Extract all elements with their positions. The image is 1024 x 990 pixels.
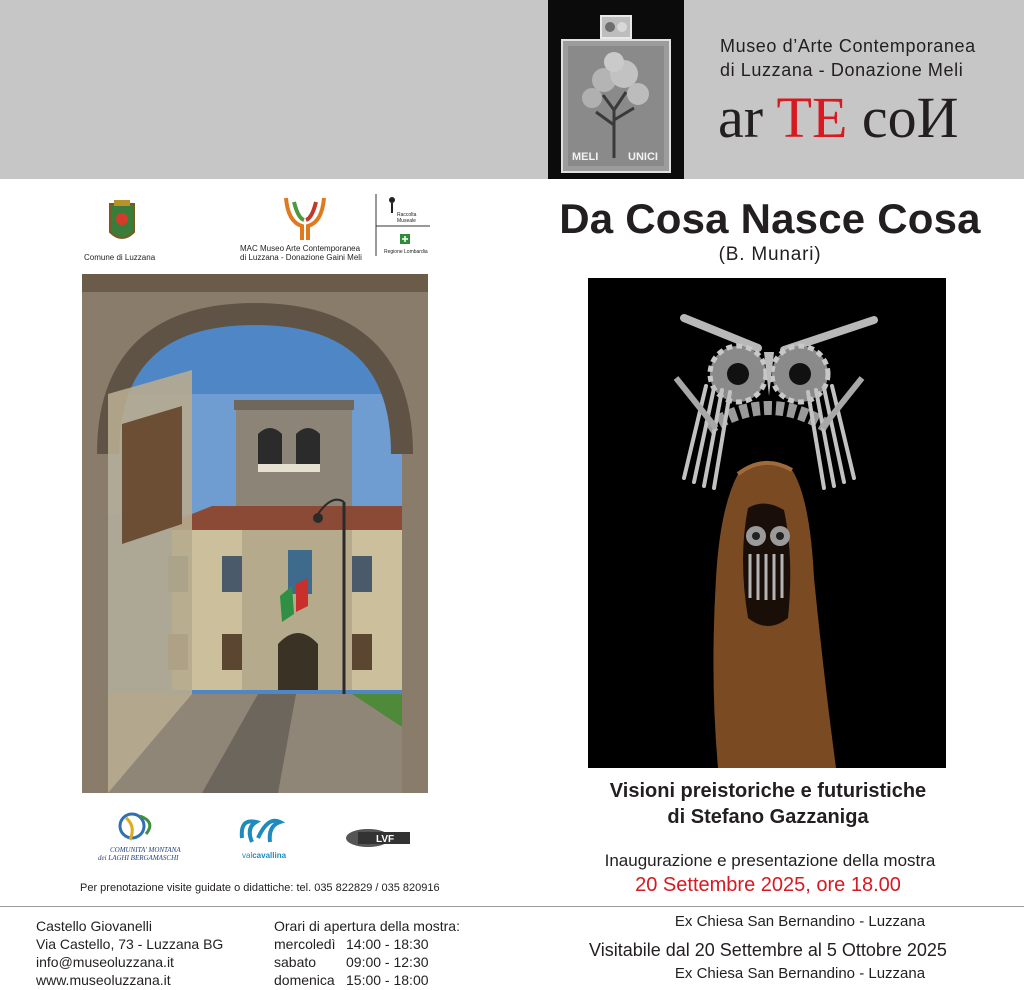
visioni-line2: di Stefano Gazzaniga — [667, 806, 869, 828]
hours-time: 14:00 - 18:30 — [346, 936, 429, 952]
plaque-text-left: MELI — [572, 151, 599, 163]
venue-top: Ex Chiesa San Bernandino - Luzzana — [674, 913, 926, 930]
hours-row — [274, 971, 429, 989]
hours-row — [274, 953, 429, 971]
plaque-text-right: UNICI — [628, 151, 658, 163]
hours-title: Orari di apertura della mostra: — [274, 918, 460, 934]
mac-label — [240, 244, 380, 262]
museum-name-line1: Museo d’Arte Contemporanea — [720, 36, 976, 56]
sponsor2-part1: val — [242, 851, 253, 860]
artecon-wordmark — [718, 86, 959, 150]
artecon-part1: ar — [718, 85, 777, 150]
exhibition-subtitle: (B. Munari) — [718, 244, 822, 265]
sponsor1-line2: dei LAGHI BERGAMASCHI — [98, 854, 179, 862]
regione-label: Regione Lombardia — [384, 249, 428, 255]
inauguration-text: Inaugurazione e presentazione della mostra — [604, 851, 936, 870]
artecon-part3: coИ — [847, 85, 959, 150]
meli-plaque-image — [548, 0, 684, 179]
museum-name — [720, 34, 1010, 82]
castello-giovanelli-photo — [82, 274, 428, 793]
hours-time: 09:00 - 12:30 — [346, 954, 429, 970]
comunita-montana-logo-icon — [120, 814, 150, 840]
artecon-part2: TE — [776, 85, 848, 150]
address-line-street: Via Castello, 73 - Luzzana BG — [36, 936, 224, 952]
regione-lombardia-icon — [400, 234, 410, 244]
visitable-dates: Visitabile dal 20 Settembre al 5 Ottobre 2025 — [589, 940, 947, 960]
sponsor2 — [242, 851, 287, 860]
exhibition-title: Da Cosa Nasce Cosa — [559, 195, 981, 242]
raccolta-label-1: Raccolta — [397, 212, 417, 218]
venue-bottom: Ex Chiesa San Bernandino - Luzzana — [674, 965, 926, 982]
hours-time: 15:00 - 18:00 — [346, 972, 429, 988]
mac-label-line1: MAC Museo Arte Contemporanea — [240, 244, 361, 253]
booking-note: Per prenotazione visite guidate o didattiche: tel. 035 822829 / 035 820916 — [80, 882, 440, 894]
sponsor1-line1: COMUNITA' MONTANA — [110, 846, 181, 854]
visioni-block — [500, 778, 1024, 830]
valcavallina-logo-icon — [242, 821, 280, 842]
inauguration-date: 20 Settembre 2025, ore 18.00 — [635, 874, 901, 896]
comune-crest-icon — [110, 200, 134, 238]
hours-day: mercoledì — [274, 936, 336, 952]
hours-day: domenica — [274, 972, 335, 988]
owl-sculpture-photo — [588, 278, 946, 768]
footer-divider — [0, 906, 1024, 907]
raccolta-label-2: Museale — [397, 218, 416, 224]
comune-label: Comune di Luzzana — [84, 253, 156, 262]
sponsor2-part2: cavallina — [252, 851, 287, 860]
mac-museum-logo-icon — [286, 198, 324, 240]
address-line-website: www.museoluzzana.it — [36, 972, 171, 988]
address-block — [36, 917, 223, 989]
mac-label-line2: di Luzzana - Donazione Gaini Meli — [240, 253, 362, 262]
address-line-email: info@museoluzzana.it — [36, 954, 174, 970]
sponsor-logos — [96, 808, 426, 868]
address-line-venue: Castello Giovanelli — [36, 918, 152, 934]
museum-name-line2: di Luzzana - Donazione Meli — [720, 60, 964, 80]
sponsor3: LVF — [376, 834, 395, 845]
visioni-line1: Visioni preistoriche e futuristiche — [609, 780, 927, 802]
raccolta-museale-icon — [389, 197, 395, 213]
hours-day: sabato — [274, 954, 317, 970]
tree-plaque-illustration — [548, 0, 684, 179]
hours-row — [274, 935, 429, 953]
